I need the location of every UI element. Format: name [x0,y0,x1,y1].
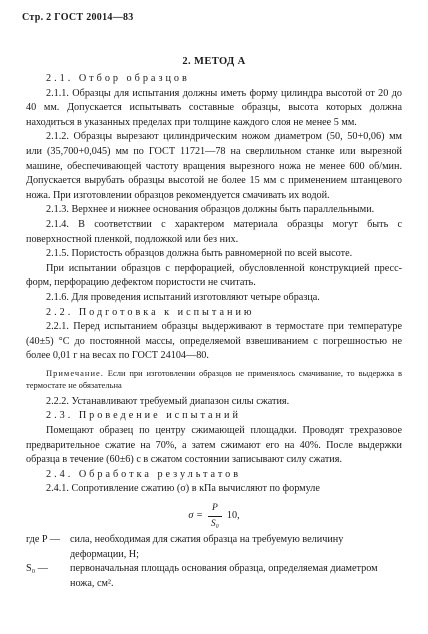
section-title: 2. МЕТОД А [182,56,246,67]
paragraph-2-1-5: 2.1.5. Пористость образцов должна быть равномерной по всей высоте. [46,248,353,260]
paragraph-2-4-1: 2.4.1. Сопротивление сжатию (σ) в кПа вычисляют по формуле [46,483,320,495]
where-key: где P — [26,534,60,546]
paragraph-2-1-1: 2.1.1. Образцы для испытания должны иметь форму цилиндра высотой от 20 до 40 мм. Допускается испытывать составные образцы, высота которых должна находиться в указанных пределах при толщине каждого слоя не менее 5 мм. [26,87,402,128]
paragraph-2-2-1: 2.2.1. Перед испытанием образцы выдерживают в термостате при температуре (40±5) °С до постоянной массы, определяемой взвешиванием с погрешностью не более 0,01 г на весах по ГОСТ 24104—80. [26,321,402,362]
where-item [26,533,402,562]
note [26,367,402,391]
formula-denominator: S₀ [210,518,219,529]
where-value: первоначальная площадь основания образца, определяемая диаметром ножа, см². [70,563,378,589]
where-key: S₀ — [26,563,48,575]
paragraph-2-3: Помещают образец по центру сжимающей площадки. Проводят трехразовое предварительное сжатие на 70%, а затем сжимают его на 40%. После выдержки образца в течение (60±6) с в сжатом состоянии записывают силу сжатия. [26,425,402,466]
note-label: Примечание. [46,367,104,378]
page-header: Стр. 2 ГОСТ 20014—83 [22,12,134,23]
formula-lhs: σ = [188,509,203,521]
paragraph-2-1-4: 2.1.4. В соответствии с характером материала образцы могут быть с поверхностной пленкой, подложкой или без них. [26,218,402,245]
note-text: Если при изготовлении образцов не применялось смачивание, то выдержка в термостате не обязательна [26,367,403,390]
subsection-heading-2-2: 2.2. Подготовка к испытанию [46,306,255,318]
formula-numerator: P [208,501,222,517]
paragraph-2-2-2: 2.2.2. Устанавливают требуемый диапазон силы сжатия. [46,395,290,407]
where-value: сила, необходимая для сжатия образца на требуемую величину деформации, Н; [70,534,344,560]
paragraph-2-1-3: 2.1.3. Верхнее и нижнее основания образцов должны быть параллельными. [46,204,375,216]
subsection-heading-2-3: 2.3. Проведение испытаний [46,410,241,422]
paragraph-2-1-6: 2.1.6. Для проведения испытаний изготовляют четыре образца. [46,291,320,303]
formula-rhs: 10, [226,509,240,521]
formula [26,501,402,531]
where-item [26,562,402,591]
document-body [26,72,402,591]
subsection-heading-2-1: 2.1. Отбор образцов [46,73,190,84]
paragraph-porosity: При испытании образцов с перфорацией, обусловленной конструкцией пресс-форм, перфорацию дефектом пористости не считать. [26,262,402,289]
paragraph-2-1-2: 2.1.2. Образцы вырезают цилиндрическим ножом диаметром (50, 50+0,06) мм или (35,700+0,045) мм по ГОСТ 11721—78 на сверлильном станке или вырезной машине, обеспечивающей частоту вращения вырезного ножа не менее 600 об/мин. Допускается вырубать образцы высотой не более 15 мм с применением штанцевого ножа. При изготовлении образцов рекомендуется смачивать их водой. [26,131,402,201]
subsection-heading-2-4: 2.4. Обработка результатов [46,468,242,480]
formula-fraction [207,501,223,531]
